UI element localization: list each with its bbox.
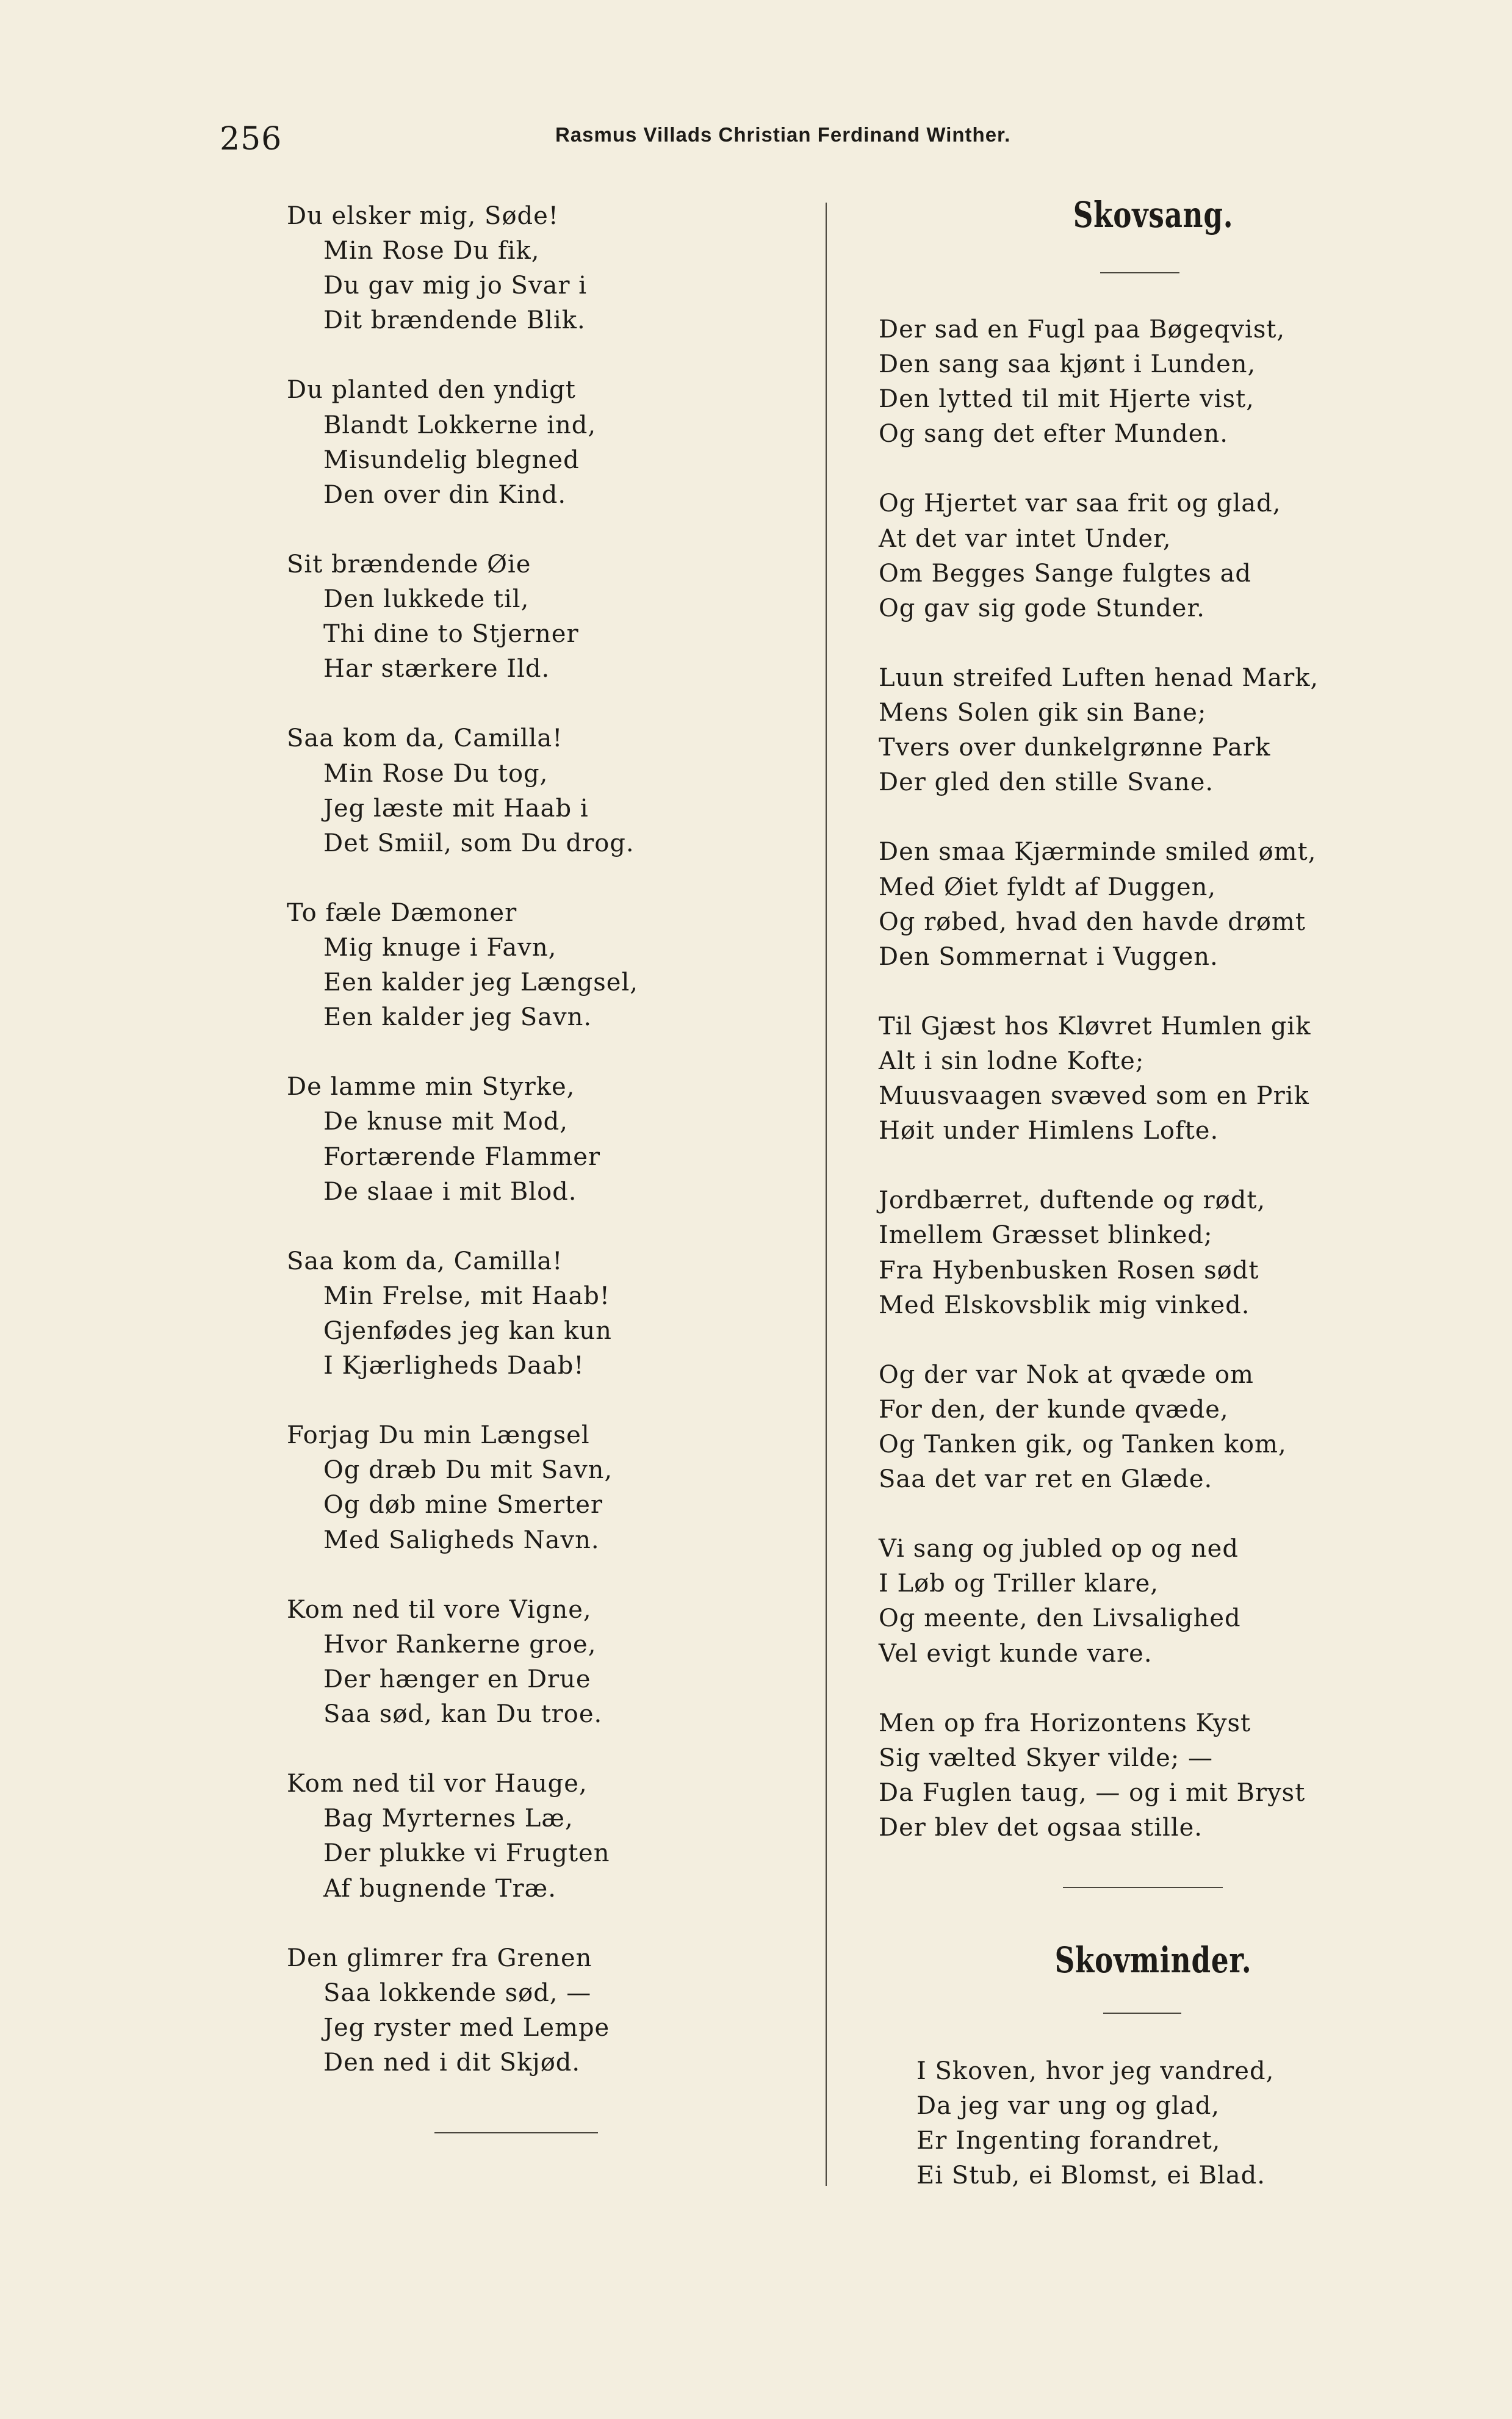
verse-line: Der plukke vi Frugten: [323, 1839, 610, 1868]
verse-line: Saa det var ret en Glæde.: [879, 1465, 1213, 1494]
verse-line: Hvor Rankerne groe,: [323, 1630, 597, 1659]
verse-line: Og røbed, hvad den havde drømt: [879, 907, 1306, 936]
verse-line: Den sang saa kjønt i Lunden,: [879, 350, 1256, 379]
verse-line: Den Sommernat i Vuggen.: [879, 942, 1219, 971]
verse-line: Den lukkede til,: [323, 585, 530, 614]
poem-skovsang: [879, 312, 1428, 1845]
verse-line: Den glimrer fra Grenen: [287, 1944, 592, 1972]
verse-line: Jeg ryster med Lempe: [323, 2013, 610, 2042]
verse-line: Det Smiil, som Du drog.: [323, 829, 635, 857]
verse-line: Jeg læste mit Haab i: [323, 794, 589, 823]
verse-line: Med Øiet fyldt af Duggen,: [879, 873, 1217, 901]
verse-line: Den over din Kind.: [323, 480, 567, 509]
verse-line: Jordbærret, duftende og rødt,: [879, 1186, 1266, 1215]
verse-line: I Kjærligheds Daab!: [323, 1352, 585, 1380]
verse-line: Mens Solen gik sin Bane;: [879, 699, 1207, 727]
poem-title-skovsang: Skovsang.: [1073, 194, 1234, 236]
stanza: [287, 1244, 812, 1383]
verse-line: Min Rose Du fik,: [323, 237, 540, 265]
verse-line: Der sad en Fugl paa Bøgeqvist,: [879, 315, 1286, 344]
stanza: [287, 721, 812, 860]
verse-line: Imellem Græsset blinked;: [879, 1221, 1213, 1250]
verse-line: Fra Hybenbusken Rosen sødt: [879, 1256, 1259, 1285]
verse-line: I Løb og Triller klare,: [879, 1570, 1159, 1598]
verse-line: Af bugnende Træ.: [323, 1874, 556, 1903]
verse-line: De lamme min Styrke,: [287, 1073, 575, 1101]
stanza-gap: [879, 975, 1428, 1009]
verse-line: Een kalder jeg Længsel,: [323, 968, 638, 997]
column-divider: [826, 203, 827, 2186]
verse-line: Saa sød, kan Du troe.: [323, 1700, 603, 1729]
verse-line: Der blev det ogsaa stille.: [879, 1814, 1203, 1842]
verse-line: Men op fra Horizontens Kyst: [879, 1709, 1251, 1737]
verse-line: Og døb mine Smerter: [323, 1491, 603, 1520]
verse-line: Een kalder jeg Savn.: [323, 1003, 592, 1032]
verse-line: Der hænger en Drue: [323, 1665, 591, 1693]
verse-line: Du planted den yndigt: [287, 376, 576, 405]
verse-line: Der gled den stille Svane.: [879, 768, 1214, 797]
verse-line: Er Ingenting forandret,: [916, 2127, 1221, 2155]
verse-line: Bag Myrternes Læ,: [323, 1804, 574, 1833]
verse-line: Min Frelse, mit Haab!: [323, 1282, 610, 1310]
stanza: [879, 1183, 1428, 1322]
verse-line: Og der var Nok at qvæde om: [879, 1360, 1254, 1389]
stanza-gap: [879, 452, 1428, 486]
verse-line: Med Elskovsblik mig vinked.: [879, 1291, 1250, 1319]
verse-line: Fortærende Flammer: [323, 1142, 601, 1171]
verse-line: Og Hjertet var saa frit og glad,: [879, 489, 1281, 518]
verse-line: Den smaa Kjærminde smiled ømt,: [879, 838, 1317, 867]
stanza: [287, 373, 812, 512]
stanza-gap: [879, 800, 1428, 835]
verse-line: Min Rose Du tog,: [323, 759, 549, 788]
verse-line: Dit brændende Blik.: [323, 306, 586, 335]
verse-line: Thi dine to Stjerner: [323, 620, 579, 649]
verse-line: Og meente, den Livsalighed: [879, 1604, 1241, 1633]
stanza: [879, 486, 1428, 625]
verse-line: Da Fuglen taug, — og i mit Bryst: [879, 1778, 1306, 1807]
verse-line: Og sang det efter Munden.: [879, 420, 1228, 449]
stanza-gap: [287, 513, 812, 547]
verse-line: Saa kom da, Camilla!: [287, 1247, 563, 1275]
verse-line: Vel evigt kunde vare.: [879, 1639, 1153, 1668]
verse-line: De slaae i mit Blod.: [323, 1177, 577, 1206]
stanza-gap: [287, 338, 812, 373]
page-number: 256: [220, 121, 283, 157]
stanza: [879, 835, 1428, 974]
stanza: [287, 1593, 812, 1732]
poem-skovminder: [916, 2054, 1466, 2193]
verse-line: Og Tanken gik, og Tanken kom,: [879, 1430, 1287, 1458]
stanza: [879, 1009, 1428, 1148]
stanza: [916, 2054, 1466, 2193]
verse-line: Med Saligheds Navn.: [323, 1526, 600, 1554]
verse-line: I Skoven, hvor jeg vandred,: [916, 2057, 1275, 2085]
stanza-gap: [879, 1323, 1428, 1358]
stanza: [287, 1767, 812, 1906]
verse-line: Til Gjæst hos Kløvret Humlen gik: [879, 1012, 1311, 1040]
verse-line: Luun streifed Luften henad Mark,: [879, 663, 1319, 692]
verse-line: To fæle Dæmoner: [287, 898, 517, 927]
stanza-gap: [287, 687, 812, 721]
stanza: [287, 1941, 812, 2080]
stanza: [287, 547, 812, 687]
stanza-gap: [287, 861, 812, 896]
title-rule-skovsang: [1100, 272, 1179, 273]
verse-line: Den ned i dit Skjød.: [323, 2048, 581, 2077]
verse-line: Misundelig blegned: [323, 445, 580, 474]
verse-line: Du gav mig jo Svar i: [323, 272, 588, 300]
verse-line: Kom ned til vor Hauge,: [287, 1770, 588, 1798]
verse-line: Blandt Lokkerne ind,: [323, 411, 597, 439]
verse-line: Den lytted til mit Hjerte vist,: [879, 385, 1255, 414]
verse-line: Sit brændende Øie: [287, 550, 531, 579]
stanza: [287, 1070, 812, 1209]
verse-line: Og dræb Du mit Savn,: [323, 1456, 613, 1485]
verse-line: Du elsker mig, Søde!: [287, 202, 559, 230]
stanza-gap: [879, 1148, 1428, 1183]
title-rule-skovminder: [1103, 2013, 1181, 2014]
verse-line: Kom ned til vore Vigne,: [287, 1595, 592, 1624]
stanza-gap: [879, 1671, 1428, 1706]
left-column: [287, 199, 812, 2080]
stanza: [287, 199, 812, 338]
stanza: [287, 896, 812, 1035]
verse-line: At det var intet Under,: [879, 524, 1172, 553]
stanza-gap: [287, 1210, 812, 1244]
stanza-gap: [287, 1383, 812, 1418]
running-head: Rasmus Villads Christian Ferdinand Winther.: [555, 123, 1011, 146]
stanza: [879, 1358, 1428, 1497]
verse-line: Gjenfødes jeg kan kun: [323, 1317, 612, 1345]
verse-line: Vi sang og jubled op og ned: [879, 1535, 1239, 1563]
stanza-gap: [287, 1906, 812, 1941]
stanza-gap: [287, 1035, 812, 1070]
verse-line: For den, der kunde qvæde,: [879, 1395, 1229, 1424]
verse-line: Forjag Du min Længsel: [287, 1421, 590, 1450]
stanza: [879, 312, 1428, 452]
stanza: [879, 1706, 1428, 1845]
stanza: [879, 661, 1428, 800]
end-rule-left: [434, 2132, 598, 2133]
stanza-gap: [287, 1558, 812, 1593]
section-rule: [1063, 1887, 1223, 1888]
verse-line: Og gav sig gode Stunder.: [879, 594, 1205, 622]
verse-line: Saa lokkende sød, —: [323, 1978, 592, 2007]
verse-line: Da jeg var ung og glad,: [916, 2092, 1220, 2121]
stanza-gap: [879, 1497, 1428, 1532]
poem-title-skovminder: Skovminder.: [1054, 1939, 1252, 1981]
verse-line: Sig vælted Skyer vilde; —: [879, 1743, 1213, 1772]
stanza: [287, 1418, 812, 1557]
verse-line: Høit under Himlens Lofte.: [879, 1117, 1219, 1145]
stanza-gap: [879, 626, 1428, 661]
verse-line: Tvers over dunkelgrønne Park: [879, 734, 1271, 762]
verse-line: Muusvaagen svæved som en Prik: [879, 1082, 1309, 1111]
verse-line: De knuse mit Mod,: [323, 1108, 569, 1136]
stanza: [879, 1532, 1428, 1671]
verse-line: Har stærkere Ild.: [323, 655, 550, 683]
verse-line: Om Begges Sange fulgtes ad: [879, 559, 1252, 588]
verse-line: Saa kom da, Camilla!: [287, 724, 563, 753]
verse-line: Ei Stub, ei Blomst, ei Blad.: [916, 2161, 1265, 2190]
verse-line: Alt i sin lodne Kofte;: [879, 1047, 1145, 1075]
stanza-gap: [287, 1732, 812, 1767]
verse-line: Mig knuge i Favn,: [323, 933, 557, 962]
